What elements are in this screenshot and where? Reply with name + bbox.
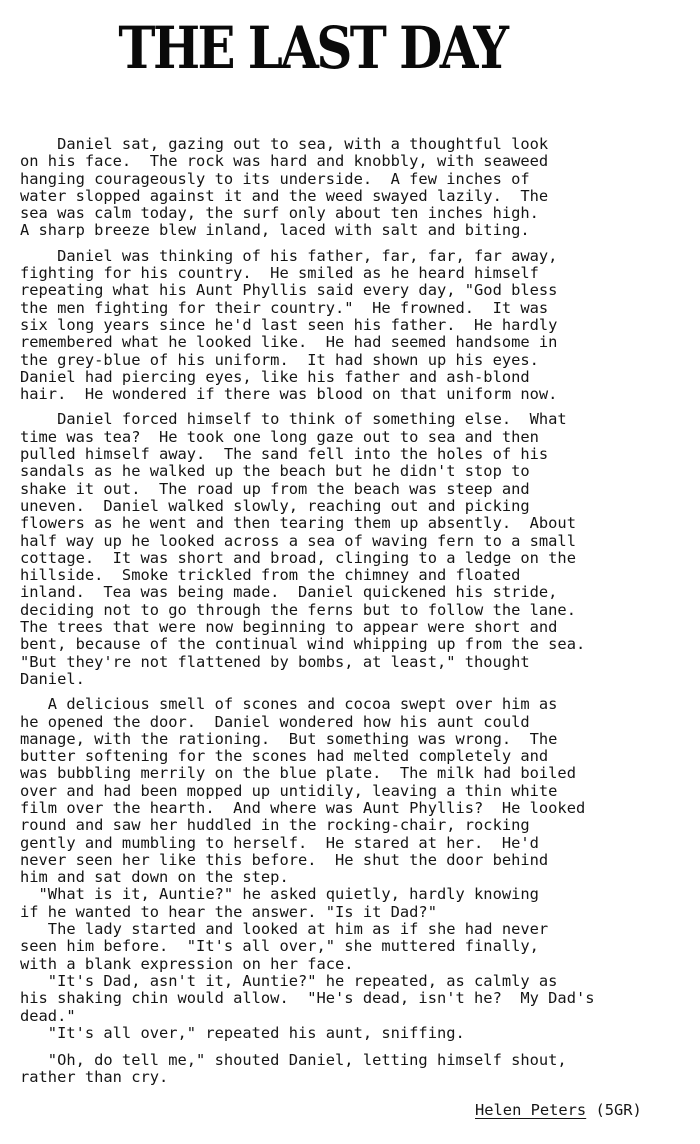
story-line: inland. Tea was being made. Daniel quickened his stride,: [20, 583, 558, 602]
story-line: "It's all over," repeated his aunt, sniffing.: [20, 1023, 465, 1042]
story-line: Daniel.: [20, 669, 85, 688]
story-line: flowers as he went and then tearing them up absently. About: [20, 514, 576, 533]
story-line: Daniel forced himself to think of something else. What: [20, 410, 567, 429]
story-line: manage, with the rationing. But something was wrong. The: [20, 729, 558, 748]
story-line: his shaking chin would allow. "He's dead, isn't he? My Dad's: [20, 989, 595, 1008]
story-line: shake it out. The road up from the beach was steep and: [20, 479, 530, 498]
story-line: remembered what he looked like. He had seemed handsome in: [20, 333, 558, 352]
story-line: Daniel was thinking of his father, far, far, far away,: [20, 246, 558, 265]
story-line: hanging courageously to its underside. A few inches of: [20, 169, 530, 188]
story-line: The lady started and looked at him as if she had never: [20, 920, 549, 939]
author-signature: [475, 1101, 642, 1119]
author-name: Helen Peters: [475, 1101, 587, 1119]
story-line: rather than cry.: [20, 1068, 169, 1087]
story-line: round and saw her huddled in the rocking-chair, rocking: [20, 816, 530, 835]
story-line: over and had been mopped up untidily, leaving a thin white: [20, 781, 558, 800]
story-line: pulled himself away. The sand fell into the holes of his: [20, 445, 549, 464]
story-line: A sharp breeze blew inland, laced with salt and biting.: [20, 221, 530, 240]
author-form: (5GR): [595, 1101, 642, 1119]
story-line: half way up he looked across a sea of waving fern to a small: [20, 531, 576, 550]
story-line: time was tea? He took one long gaze out to sea and then: [20, 427, 539, 446]
story-line: he opened the door. Daniel wondered how his aunt could: [20, 712, 530, 731]
story-line: sandals as he walked up the beach but he didn't stop to: [20, 462, 530, 481]
story-line: the men fighting for their country." He frowned. It was: [20, 298, 549, 317]
story-line: butter softening for the scones had melted completely and: [20, 747, 549, 766]
story-line: "It's Dad, asn't it, Auntie?" he repeated, as calmly as: [20, 971, 558, 990]
story-line: him and sat down on the step.: [20, 868, 289, 887]
story-body: [20, 136, 692, 1087]
story-line: water slopped against it and the weed swayed lazily. The: [20, 186, 549, 205]
story-line: Daniel sat, gazing out to sea, with a thoughtful look: [20, 135, 549, 153]
story-line: with a blank expression on her face.: [20, 954, 354, 973]
story-line: six long years since he'd last seen his father. He hardly: [20, 315, 558, 334]
story-line: cottage. It was short and broad, clinging to a ledge on the: [20, 548, 576, 567]
story-line: "Oh, do tell me," shouted Daniel, letting himself shout,: [20, 1051, 567, 1070]
story-line: hillside. Smoke trickled from the chimney and floated: [20, 566, 521, 585]
story-line: deciding not to go through the ferns but to follow the lane.: [20, 600, 576, 619]
story-title: THE LAST DAY: [118, 14, 507, 82]
story-line: never seen her like this before. He shut the door behind: [20, 850, 549, 869]
story-line: film over the hearth. And where was Aunt Phyllis? He looked: [20, 798, 586, 817]
story-line: A delicious smell of scones and cocoa swept over him as: [20, 695, 558, 714]
story-line: "What is it, Auntie?" he asked quietly, hardly knowing: [20, 885, 539, 904]
story-line: was bubbling merrily on the blue plate. The milk had boiled: [20, 764, 576, 783]
story-line: gently and mumbling to herself. He stared at her. He'd: [20, 833, 539, 852]
story-line: bent, because of the continual wind whipping up from the sea.: [20, 635, 586, 654]
story-line: if he wanted to hear the answer. "Is it Dad?": [20, 902, 437, 921]
story-line: hair. He wondered if there was blood on that uniform now.: [20, 385, 558, 404]
story-line: seen him before. "It's all over," she muttered finally,: [20, 937, 539, 956]
story-line: "But they're not flattened by bombs, at least," thought: [20, 652, 530, 671]
story-line: The trees that were now beginning to appear were short and: [20, 618, 558, 637]
story-line: on his face. The rock was hard and knobbly, with seaweed: [20, 152, 549, 171]
story-line: uneven. Daniel walked slowly, reaching out and picking: [20, 496, 530, 515]
story-line: repeating what his Aunt Phyllis said every day, "God bless: [20, 281, 558, 300]
story-line: dead.": [20, 1006, 76, 1025]
story-line: sea was calm today, the surf only about ten inches high.: [20, 204, 539, 223]
story-line: fighting for his country. He smiled as he heard himself: [20, 264, 539, 283]
story-line: the grey-blue of his uniform. It had shown up his eyes.: [20, 350, 539, 369]
story-line: Daniel had piercing eyes, like his father and ash-blond: [20, 367, 530, 386]
